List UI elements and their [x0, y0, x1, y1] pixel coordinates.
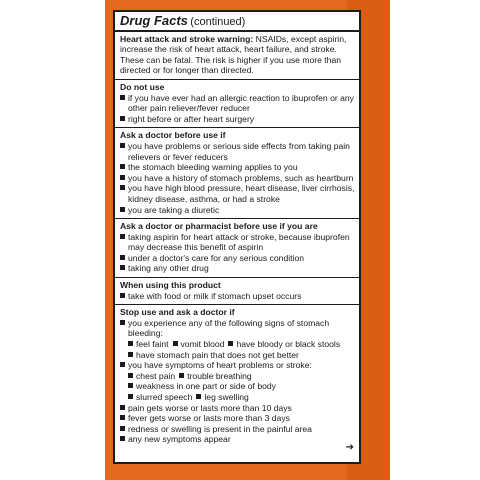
list-item: if you have ever had an allergic reaction to ibuprofen or any other pain reliever/fever reducer — [120, 93, 355, 114]
list-item: slurred speech — [136, 392, 193, 402]
sub-list-row — [120, 350, 355, 361]
ask-pharmacist-section — [115, 219, 359, 278]
sub-list-row — [120, 381, 355, 392]
list-item: have stomach pain that does not get better — [136, 349, 299, 360]
bullet-square-icon — [179, 373, 184, 378]
list-item: you are taking a diuretic — [120, 205, 355, 216]
bullet-square-icon — [120, 95, 125, 100]
sub-list-row — [120, 371, 355, 382]
list-item: feel faint — [136, 339, 169, 350]
list-item: taking any other drug — [120, 263, 355, 274]
bullet-square-icon — [120, 255, 125, 260]
bullet-square-icon — [120, 116, 125, 121]
bullet-square-icon — [120, 185, 125, 190]
do-not-use-heading: Do not use — [120, 81, 165, 92]
list-item: pain gets worse or lasts more than 10 days — [120, 403, 355, 414]
stop-use-section — [115, 305, 359, 448]
list-item: right before or after heart surgery — [120, 114, 355, 125]
bullet-square-icon — [120, 320, 125, 325]
drug-facts-heading: Drug Facts — [120, 13, 188, 28]
list-item: trouble breathing — [187, 370, 252, 381]
bullet-square-icon — [120, 362, 125, 367]
drug-facts-box — [113, 10, 361, 464]
ask-doctor-heading: Ask a doctor before use if — [120, 130, 226, 141]
bullet-square-icon — [120, 405, 125, 410]
list-item: the stomach bleeding warning applies to you — [120, 162, 355, 173]
bullet-square-icon — [128, 352, 133, 357]
bullet-square-icon — [196, 394, 201, 399]
bullet-square-icon — [120, 436, 125, 441]
when-using-heading: When using this product — [120, 280, 221, 291]
list-item: vomit blood — [180, 339, 225, 350]
bullet-square-icon — [120, 143, 125, 148]
ask-doctor-section — [115, 128, 359, 219]
sub-list-row — [120, 392, 355, 403]
bullet-square-icon — [228, 341, 233, 346]
bullet-square-icon — [128, 383, 133, 388]
list-item: you experience any of the following signs of stomach bleeding: — [120, 318, 355, 339]
do-not-use-section — [115, 80, 359, 128]
heart-warning-text: NSAIDs, except aspirin, increase the risk of heart attack, heart failure, and stroke. These can be fatal. The risk is higher if you use more than directed or for longer than directed. — [120, 33, 347, 76]
bullet-square-icon — [120, 426, 125, 431]
list-item: weakness in one part or side of body — [136, 381, 276, 392]
list-item: redness or swelling is present in the painful area — [120, 424, 355, 435]
continued-label: (continued) — [190, 16, 246, 28]
bullet-square-icon — [120, 293, 125, 298]
list-item: have bloody or black stools — [236, 339, 341, 350]
list-item: you have problems or serious side effects from taking pain relievers or fever reducers — [120, 141, 355, 162]
sub-list-row — [120, 339, 355, 350]
list-item: fever gets worse or lasts more than 3 days — [120, 413, 355, 424]
list-item: take with food or milk if stomach upset occurs — [120, 291, 355, 302]
list-item: taking aspirin for heart attack or stroke, because ibuprofen may decrease this benefit of aspirin — [120, 232, 355, 253]
list-item: any new symptoms appear — [120, 434, 355, 445]
bullet-square-icon — [128, 373, 133, 378]
heart-warning-heading: Heart attack and stroke warning: — [120, 33, 254, 44]
list-item: leg swelling — [204, 392, 249, 402]
bullet-square-icon — [128, 341, 133, 346]
bullet-square-icon — [120, 415, 125, 420]
list-item: under a doctor's care for any serious condition — [120, 253, 355, 264]
bullet-square-icon — [120, 207, 125, 212]
bullet-square-icon — [120, 164, 125, 169]
bullet-square-icon — [120, 234, 125, 239]
drug-facts-title — [115, 12, 359, 32]
bullet-square-icon — [120, 175, 125, 180]
list-item: you have symptoms of heart problems or stroke: — [120, 360, 355, 371]
list-item: chest pain — [136, 370, 176, 381]
when-using-section — [115, 278, 359, 305]
list-item: you have high blood pressure, heart disease, liver cirrhosis, kidney disease, asthma, or had a stroke — [120, 183, 355, 204]
bullet-square-icon — [120, 265, 125, 270]
heart-warning-section — [115, 32, 359, 80]
stop-use-heading: Stop use and ask a doctor if — [120, 307, 235, 318]
bullet-square-icon — [173, 341, 178, 346]
ask-pharmacist-heading: Ask a doctor or pharmacist before use if you are — [120, 221, 318, 232]
bullet-square-icon — [128, 394, 133, 399]
list-item: you have a history of stomach problems, such as heartburn — [120, 173, 355, 184]
arrow-right-icon: ➔ — [345, 442, 354, 454]
